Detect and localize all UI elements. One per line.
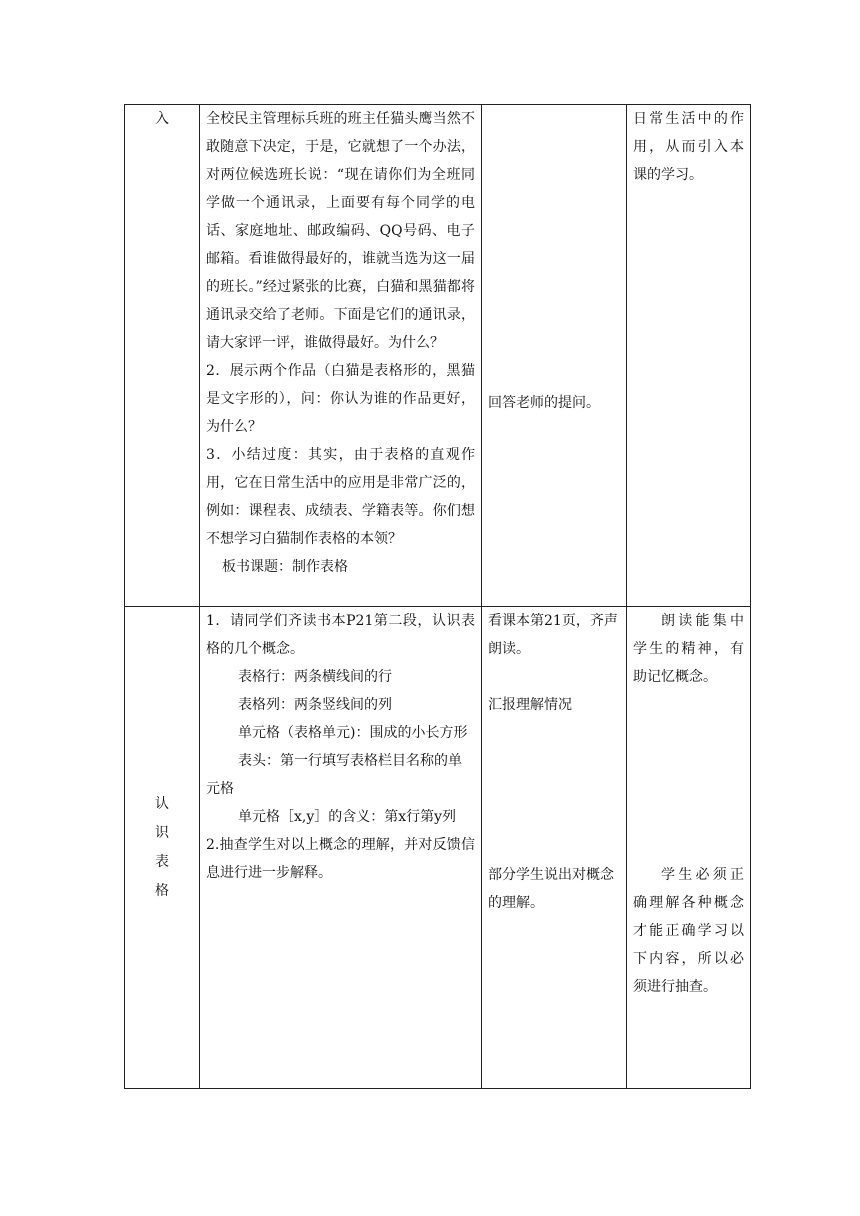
student-activity-text: 部分学生说出对概念的理解。 bbox=[488, 867, 614, 911]
stage-char: 认 bbox=[155, 795, 169, 812]
concept-line: 单元格（表格单元)：围成的小长方形 bbox=[238, 725, 468, 741]
teacher-activity-cell bbox=[200, 607, 482, 1089]
table-row-concepts bbox=[125, 607, 751, 1089]
content-paragraph: 1．请同学们齐读书本P21第二段，认识表格的几个概念。 bbox=[206, 613, 475, 657]
content-paragraph: 2.抽查学生对以上概念的理解，并对反馈信息进行进一步解释。 bbox=[206, 837, 475, 881]
student-activity-text: 看课本第21页，齐声朗读。 bbox=[488, 613, 618, 657]
student-activity-text: 回答老师的提问。 bbox=[488, 395, 600, 411]
concept-line: 表格列：两条竖线间的列 bbox=[238, 697, 392, 713]
stage-char: 识 bbox=[155, 824, 169, 841]
student-activity-cell bbox=[482, 607, 627, 1089]
stage-label: 入 bbox=[155, 111, 169, 127]
content-paragraph: 2．展示两个作品（白猫是表格形的，黑猫是文字形的），问：你认为谁的作品更好，为什么？ bbox=[206, 363, 475, 435]
purpose-text: 朗读能集中学生的精神，有助记忆概念。 bbox=[633, 613, 744, 685]
stage-cell bbox=[125, 607, 200, 1089]
purpose-cell bbox=[627, 105, 751, 607]
purpose-cell bbox=[627, 607, 751, 1089]
concept-line: 单元格［x,y］的含义：第x行第y列 bbox=[238, 809, 457, 825]
purpose-text: 日常生活中的作用，从而引入本课的学习。 bbox=[633, 111, 744, 183]
student-activity-cell bbox=[482, 105, 627, 607]
stage-char: 表 bbox=[155, 853, 169, 870]
purpose-text: 学生必须正确理解各种概念才能正确学习以下内容，所以必须进行抽查。 bbox=[633, 867, 744, 995]
stage-char: 格 bbox=[155, 882, 169, 899]
blackboard-title: 板书课题：制作表格 bbox=[222, 559, 348, 575]
student-activity-text: 汇报理解情况 bbox=[488, 697, 572, 713]
stage-cell bbox=[125, 105, 200, 607]
content-paragraph: 全校民主管理标兵班的班主任猫头鹰当然不敢随意下决定，于是，它就想了一个办法，对两位候选班长说：“现在请你们为全班同学做一个通讯录，上面要有每个同学的电话、家庭地址、邮政编码、QQ号码、电子邮箱。看谁做得最好的，谁就当选为这一届的班长。”经过紧张的比赛，白猫和黑猫都将通讯录交给了老师。下面是它们的通讯录，请大家评一评，谁做得最好。为什么？ bbox=[206, 111, 475, 351]
teacher-activity-cell bbox=[200, 105, 482, 607]
table-row-intro bbox=[125, 105, 751, 607]
concept-line: 表格行：两条横线间的行 bbox=[238, 669, 392, 685]
lesson-plan-table bbox=[124, 104, 751, 1089]
concept-line: 表头：第一行填写表格栏目名称的单元格 bbox=[206, 753, 462, 797]
content-paragraph: 3．小结过度：其实，由于表格的直观作用，它在日常生活中的应用是非常广泛的，例如：课程表、成绩表、学籍表等。你们想不想学习白猫制作表格的本领？ bbox=[206, 447, 475, 547]
